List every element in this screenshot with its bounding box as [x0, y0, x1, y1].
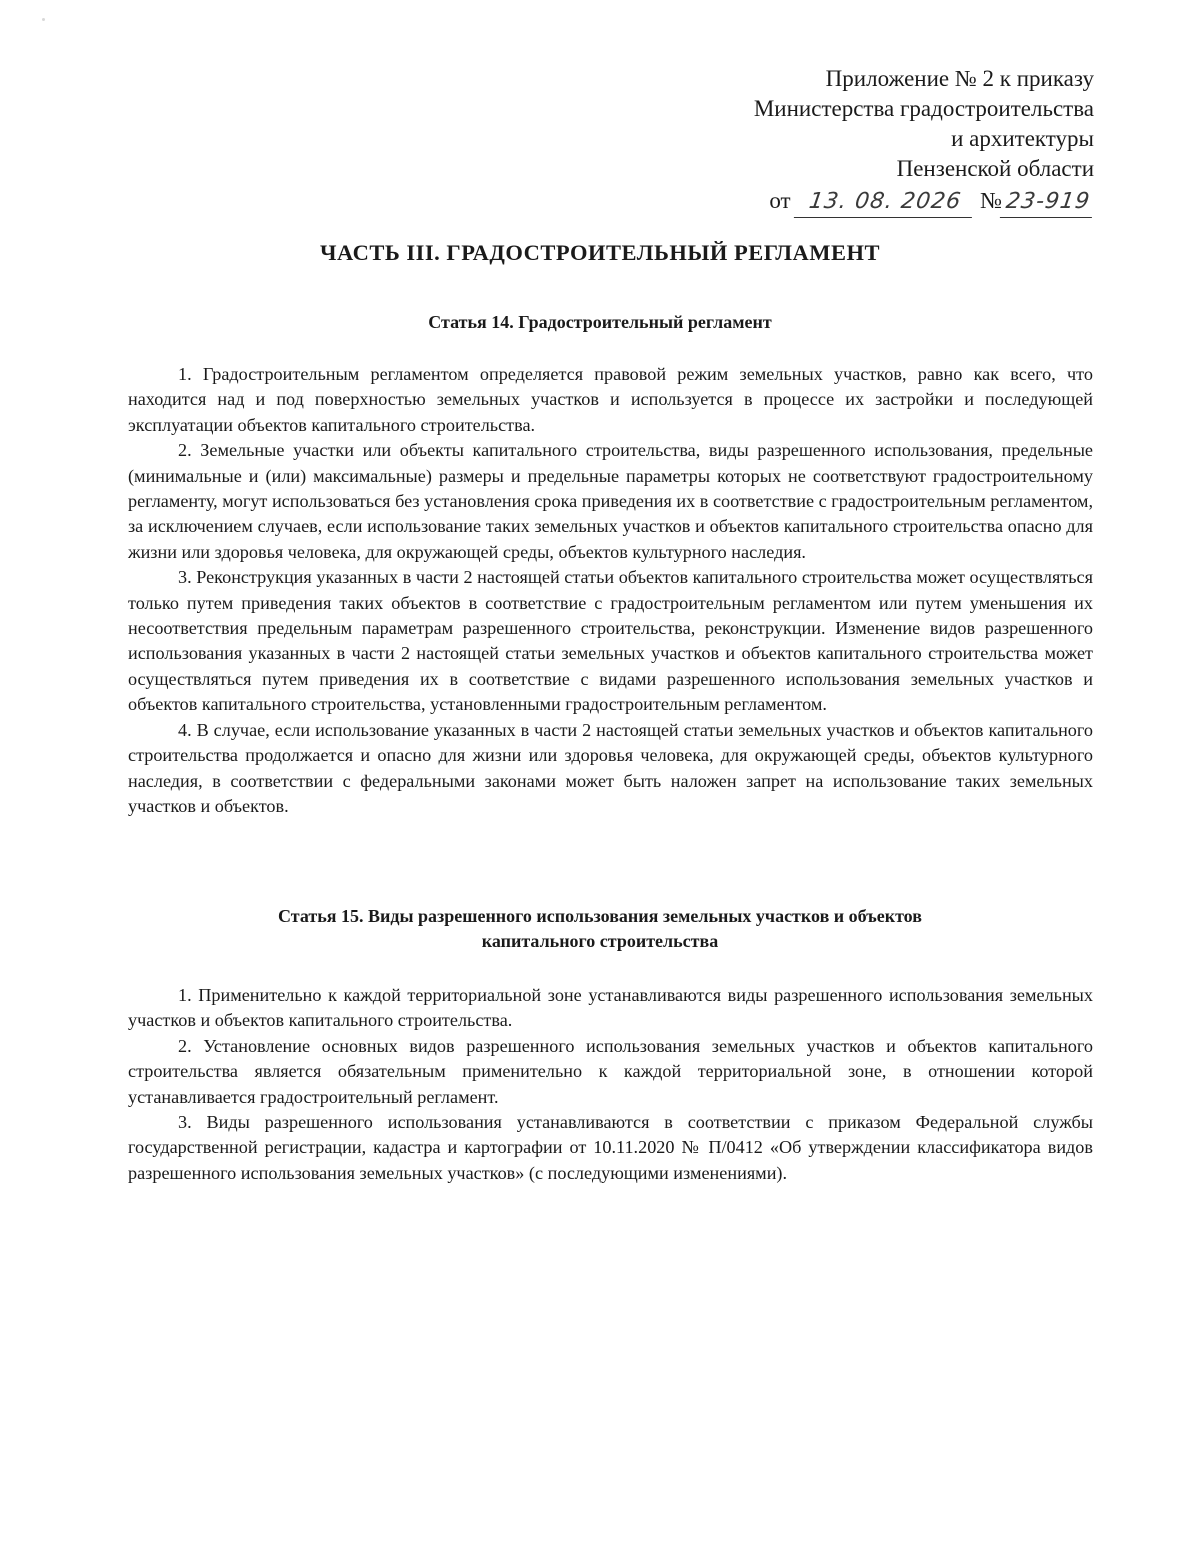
part-title: ЧАСТЬ III. ГРАДОСТРОИТЕЛЬНЫЙ РЕГЛАМЕНТ — [320, 240, 880, 265]
article-14-body — [128, 362, 1093, 819]
article-14-paragraph-4: 4. В случае, если использование указанных в части 2 настоящей статьи земельных участков и объектов капитального строительства продолжается и опасно для жизни или здоровья человека, для окружающей среды, объектов культурного наследия, в соответствии с федеральными законами может быть наложен запрет на использование таких земельных участков и объектов. — [128, 719, 1093, 816]
article-14-title: Статья 14. Градостроительный регламент — [428, 312, 772, 332]
article-15-paragraph-3: 3. Виды разрешенного использования устанавливаются в соответствии с приказом Федеральной службы государственной регистрации, кадастра и картографии от 10.11.2020 № П/0412 «Об утверждении классификатора видов разрешенного использования земельных участков» (с последующими изменениями). — [128, 1112, 1093, 1183]
appendix-line-4: Пензенской области — [896, 156, 1094, 181]
article-14-paragraph-1: 1. Градостроительным регламентом определяется правовой режим земельных участков, равно как всего, что находится над и под поверхностью земельных участков и используется в процессе их застройки и последующей эксплуатации объектов капитального строительства. — [128, 364, 1093, 435]
handwritten-date: 13. 08. 2026 — [794, 187, 976, 218]
appendix-line-2: Министерства градостроительства — [753, 96, 1094, 121]
appendix-line-3: и архитектуры — [951, 126, 1094, 151]
article-15-title — [100, 904, 1100, 954]
article-15-title-line-1: Статья 15. Виды разрешенного использования земельных участков и объектов — [278, 906, 922, 926]
handwritten-order-number: 23-919 — [1000, 187, 1096, 218]
number-sign: № — [980, 188, 1003, 213]
date-prefix: от — [769, 188, 791, 213]
appendix-header — [574, 64, 1094, 218]
article-15-title-line-2: капитального строительства — [481, 931, 719, 951]
scan-artifact-dot — [42, 18, 45, 21]
article-15-body — [128, 983, 1093, 1186]
article-14-paragraph-3: 3. Реконструкция указанных в части 2 настоящей статьи объектов капитального строительства может осуществляться только путем приведения таких объектов в соответствие с градостроительным регламентом или путем уменьшения их несоответствия предельным параметрам разрешенного строительства, реконструкции. Изменение видов разрешенного использования указанных в части 2 настоящей статьи земельных участков и объектов капитального строительства может осуществляться путем приведения их в соответствие с видами разрешенного использования земельных участков и объектов капитального строительства, установленными градостроительным регламентом. — [128, 567, 1093, 715]
article-14-paragraph-2: 2. Земельные участки или объекты капитального строительства, виды разрешенного использования, предельные (минимальные и (или) максимальные) размеры и предельные параметры которых не соответствуют градостроительному регламенту, могут использоваться без установления срока приведения их в соответствие с градостроительным регламентом, за исключением случаев, если использование таких земельных участков и объектов капитального строительства опасно для жизни или здоровья человека, для окружающей среды, объектов культурного наследия. — [128, 440, 1093, 562]
order-date-line — [574, 186, 1094, 218]
appendix-line-1: Приложение № 2 к приказу — [825, 66, 1094, 91]
article-15-paragraph-1: 1. Применительно к каждой территориальной зоне устанавливаются виды разрешенного использования земельных участков и объектов капитального строительства. — [128, 985, 1093, 1031]
article-15-paragraph-2: 2. Установление основных видов разрешенного использования земельных участков и объектов капитального строительства является обязательным применительно к каждой территориальной зоне, в отношении которой устанавливается градостроительный регламент. — [128, 1035, 1093, 1107]
